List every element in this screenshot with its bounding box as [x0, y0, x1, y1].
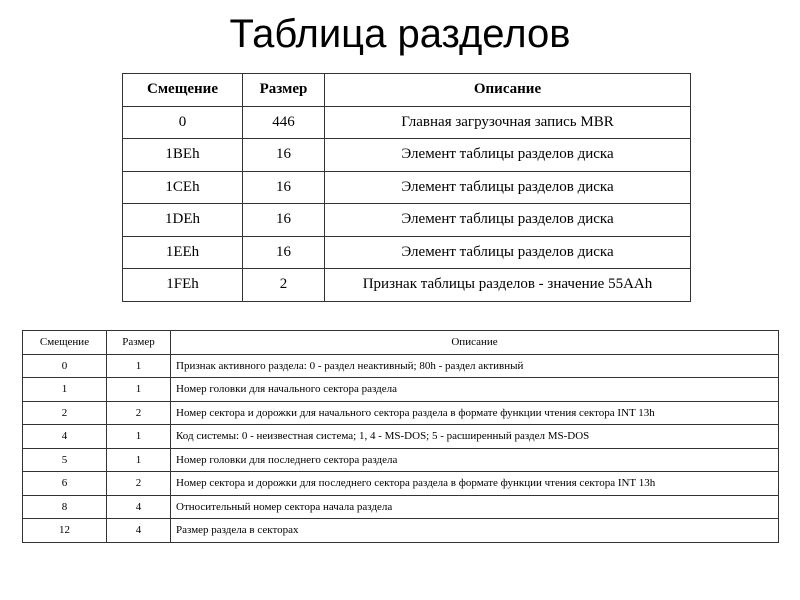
cell-offset: 8: [23, 495, 107, 519]
table-header-row: [123, 74, 691, 107]
cell-description: Номер сектора и дорожки для начального сектора раздела в формате функции чтения сектора INT 13h: [171, 401, 779, 425]
cell-offset: 1CEh: [123, 171, 243, 204]
header-description: Описание: [325, 74, 691, 107]
cell-offset: 1EEh: [123, 236, 243, 269]
cell-size: 1: [107, 425, 171, 449]
cell-offset: 2: [23, 401, 107, 425]
cell-size: 4: [107, 495, 171, 519]
partition-entry-table: [22, 330, 779, 543]
cell-description: Элемент таблицы разделов диска: [325, 204, 691, 237]
table-row: [123, 139, 691, 172]
header-offset: Смещение: [123, 74, 243, 107]
cell-size: 1: [107, 354, 171, 378]
page-title: Таблица разделов: [229, 12, 571, 56]
cell-offset: 12: [23, 519, 107, 543]
table-header-row: [23, 331, 779, 355]
table-row: [23, 425, 779, 449]
header-offset: Смещение: [23, 331, 107, 355]
cell-size: 2: [107, 472, 171, 496]
cell-size: 4: [107, 519, 171, 543]
table-row: [123, 204, 691, 237]
cell-size: 16: [243, 139, 325, 172]
cell-offset: 1FEh: [123, 269, 243, 302]
cell-size: 2: [107, 401, 171, 425]
cell-size: 1: [107, 378, 171, 402]
cell-size: 446: [243, 106, 325, 139]
cell-description: Главная загрузочная запись MBR: [325, 106, 691, 139]
table-row: [23, 401, 779, 425]
cell-offset: 0: [123, 106, 243, 139]
cell-size: 16: [243, 171, 325, 204]
table-row: [23, 354, 779, 378]
header-size: Размер: [107, 331, 171, 355]
table-row: [23, 378, 779, 402]
cell-description: Признак таблицы разделов - значение 55AAh: [325, 269, 691, 302]
table-row: [23, 448, 779, 472]
table-row: [23, 472, 779, 496]
cell-size: 16: [243, 204, 325, 237]
cell-size: 1: [107, 448, 171, 472]
cell-description: Номер сектора и дорожки для последнего сектора раздела в формате функции чтения сектора INT 13h: [171, 472, 779, 496]
cell-description: Код системы: 0 - неизвестная система; 1, 4 - MS-DOS; 5 - расширенный раздел MS-DOS: [171, 425, 779, 449]
cell-description: Относительный номер сектора начала раздела: [171, 495, 779, 519]
cell-offset: 1: [23, 378, 107, 402]
header-size: Размер: [243, 74, 325, 107]
table-row: [123, 236, 691, 269]
cell-description: Номер головки для последнего сектора раздела: [171, 448, 779, 472]
cell-offset: 4: [23, 425, 107, 449]
table-row: [123, 171, 691, 204]
cell-offset: 1BEh: [123, 139, 243, 172]
cell-description: Элемент таблицы разделов диска: [325, 236, 691, 269]
table-row: [123, 106, 691, 139]
table-row: [23, 519, 779, 543]
cell-description: Размер раздела в секторах: [171, 519, 779, 543]
cell-offset: 0: [23, 354, 107, 378]
table-row: [123, 269, 691, 302]
cell-offset: 5: [23, 448, 107, 472]
cell-size: 2: [243, 269, 325, 302]
cell-description: Элемент таблицы разделов диска: [325, 139, 691, 172]
cell-offset: 1DEh: [123, 204, 243, 237]
cell-description: Признак активного раздела: 0 - раздел неактивный; 80h - раздел активный: [171, 354, 779, 378]
cell-offset: 6: [23, 472, 107, 496]
cell-description: Номер головки для начального сектора раздела: [171, 378, 779, 402]
table-row: [23, 495, 779, 519]
cell-description: Элемент таблицы разделов диска: [325, 171, 691, 204]
partition-table-layout: [122, 73, 691, 302]
cell-size: 16: [243, 236, 325, 269]
header-description: Описание: [171, 331, 779, 355]
